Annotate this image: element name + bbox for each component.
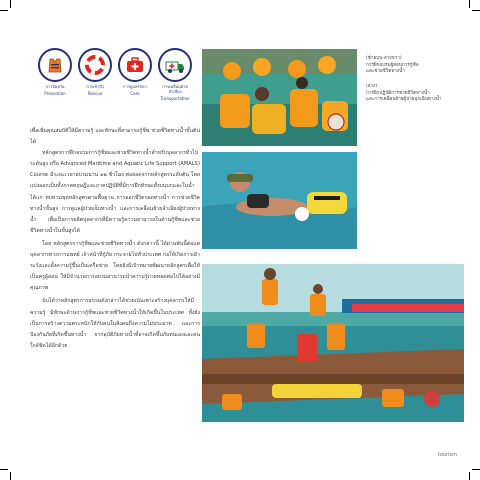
article-paragraph: เพื่อเพิ่มคุณสมบัติให้มีความรู้ และทักษะที่สามารถกู้ชีพ ช่วยชีวิตทางน้ำขั้นต้นได้ (30, 128, 200, 146)
icon-label-en: Transportation (160, 96, 190, 101)
life-vest-icon (38, 48, 72, 82)
caption-line: (ซ้ายบน-ล่างขวา) (366, 56, 402, 61)
crop-mark (10, 472, 11, 480)
article-paragraph: โดย หลักสูตรการกู้ชีพและช่วยชีวิตทางน้ำ ดังกล่าวนี้ ได้ผ่านพ้นนี้ต่อแต่บุคลากรทางการแพทย์ เจ้าหน้าที่กู้ภัย กระจายไปทั่วประเทศ ก่อให้เกิดการเฝ้าระวังและตั้งความรู้ขึ้นเป็นเครือข่าย โดยยังมีเป้าหมายพัฒนาหลักสูตรเพื่อให้เป็นครูผู้สอน ให้มีจำนวนการอบรมสามารถนำความรู้ถ่ายทอดต่อไปได้อย่างมีคุณภาพ (30, 240, 200, 292)
photo-boat-transport (202, 264, 464, 422)
icon-row (30, 48, 192, 123)
crop-mark (472, 10, 480, 11)
caption-bottom (366, 84, 442, 104)
rescue-kit-icon (118, 48, 152, 82)
caption-line: (ล่าง) (366, 84, 378, 89)
caption-top (366, 56, 419, 76)
crop-mark (0, 10, 8, 11)
icon-label-thai: การป้องกัน (45, 84, 65, 89)
icon-label-en: Prevention (44, 91, 66, 96)
page-folio: tourism (437, 452, 457, 458)
icon-item-rescue (76, 48, 114, 96)
crop-mark (469, 472, 470, 480)
icon-item-care (116, 48, 154, 96)
caption-line: การฝึกอบรมผู้สอนการกู้ชีพ (366, 62, 419, 68)
icon-label-thai: การเข้าถึง (86, 84, 104, 89)
article-body (30, 126, 200, 352)
crop-mark (10, 0, 11, 8)
caption-line: การฝึกปฏิบัติการช่วยชีวิตทางน้ำ (366, 90, 430, 96)
photo-water-rescue (202, 152, 357, 249)
crop-mark (472, 469, 480, 470)
article-paragraph: หลักสูตรการฝึกอบรมการกู้ชีพและช่วยชีวิตทางน้ำสำหรับบุคลากรทั่วไประดับสูง หรือ Advanced Maritime and Aquatic Life Support (AMALS) Course มีระยะเวลาอบรมนาน ๑๒ ชั่วโมง ต่อยอดจากหลักสูตรระดับต้น โดยแบ่งออกเป็นทั้งภาคทฤษฎีและภาคปฏิบัติที่มีการฝึกทักษะทั้งบนบกและในน้ำ ได้แก่ ทบทวนชุดหลักสูตรตามพื้นฐาน การออกชีวิตรอดทางน้ำ การช่วยชีวิตทางน้ำขั้นสูง การดูแลผู้ป่วยเจ็บทางน้ำ และการเคลื่อนย้ายลำเลียงผู้ป่วยทางน้ำ เพื่อเป็นการผลิตบุคลากรที่มีความรู้ความสามารถในด้านกู้ชีพและช่วยชีวิตทางน้ำในขั้นสูงได้ (30, 150, 200, 234)
crop-mark (0, 469, 8, 470)
caption-line: และการเคลื่อนย้ายผู้ป่วยฉุกเฉินทางน้ำ (366, 97, 442, 103)
ambulance-icon (158, 48, 192, 82)
icon-label-thai: การดูแลรักษา (123, 84, 147, 89)
icon-item-prevention (36, 48, 74, 96)
icon-label-en: Care (130, 91, 140, 96)
photo-training-group (202, 49, 357, 146)
caption-line: และช่วยชีวิตทางน้ำ (366, 69, 405, 75)
icon-item-transportation (156, 48, 194, 101)
icon-label-thai: การเคลื่อนย้าย ลำเลียง (162, 84, 188, 94)
crop-mark (469, 0, 470, 8)
lifebuoy-icon (78, 48, 112, 82)
article-paragraph: นับได้ว่าหลักสูตรการอบรมดังกล่าวได้ช่วยเน้นเพาะสร้างบุคลากรให้มีความรู้ มีทักษะด้านการกู้ชีพและช่วยชีวิตทางน้ำให้เกิดขึ้นในประเทศ ทั้งยังเป็นการสร้างความตระหนักให้กับคนในสังคมถึงความไม่ประมาท และการป้องกันภัยที่เกิดขึ้นทางน้ำ จากอุบัติภัยทางน้ำที่อาจเกิดขึ้นกับตนเองและคนใกล้ชิดได้อีกด้วย (30, 298, 200, 349)
icon-label-en: Rescue (87, 91, 103, 96)
